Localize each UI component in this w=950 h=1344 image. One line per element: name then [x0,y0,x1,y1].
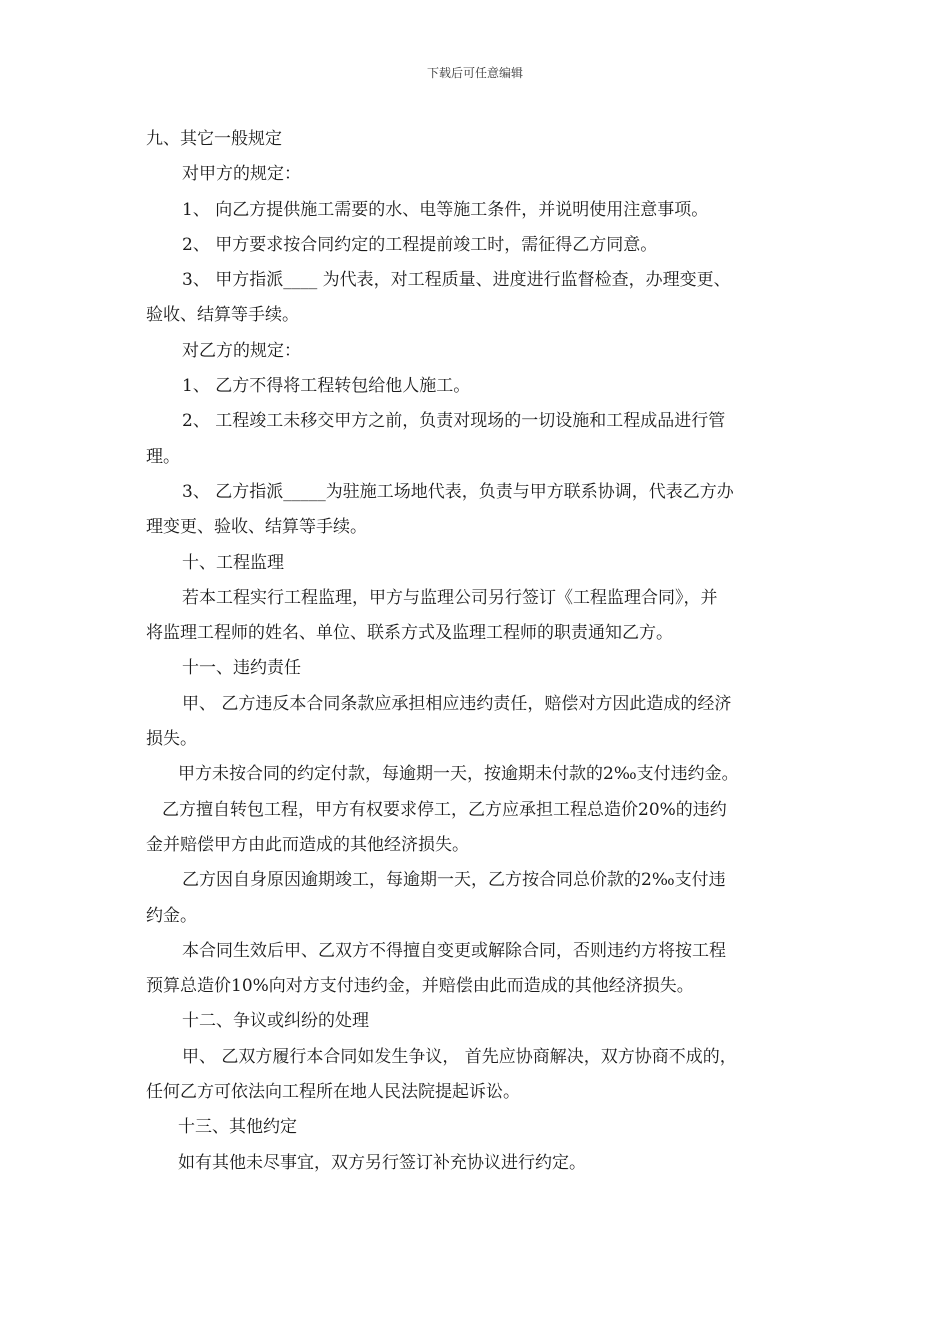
clause-line: 约金。 [146,905,197,926]
clause-line: 甲方未按合同的约定付款，每逾期一天，按逾期未付款的2‰支付违约金。 [178,764,739,785]
subheading-party-a: 对甲方的规定： [182,164,301,185]
clause-line: 1、 乙方不得将工程转包给他人施工。 [182,376,471,397]
page-header: 下载后可任意编辑 [426,66,523,80]
clause-line: 损失。 [146,729,197,750]
clause-line: 预算总造价10%向对方支付违约金，并赔偿由此而造成的其他经济损失。 [146,976,694,997]
clause-line: 3、 乙方指派_____为驻施工场地代表，负责与甲方联系协调，代表乙方办 [182,481,734,502]
document-body [146,122,808,1181]
section-heading-12: 十二、争议或纠纷的处理 [182,1011,369,1032]
clause-line: 验收、结算等手续。 [146,305,299,326]
clause-line: 2、 工程竣工未移交甲方之前，负责对现场的一切设施和工程成品进行管 [182,411,726,432]
section-heading-11: 十一、违约责任 [182,658,301,679]
subheading-party-b: 对乙方的规定： [182,340,301,361]
section-heading-9: 九、其它一般规定 [146,129,282,149]
clause-line: 任何乙方可依法向工程所在地人民法院提起诉讼。 [146,1082,520,1103]
clause-line: 3、 甲方指派____ 为代表，对工程质量、进度进行监督检查，办理变更、 [182,270,731,291]
clause-line: 乙方因自身原因逾期竣工，每逾期一天，乙方按合同总价款的2‰支付违 [182,870,726,891]
clause-line: 乙方擅自转包工程，甲方有权要求停工，乙方应承担工程总造价20%的违约 [162,799,727,820]
clause-line: 若本工程实行工程监理，甲方与监理公司另行签订《工程监理合同》，并 [182,587,718,608]
clause-line: 将监理工程师的姓名、单位、联系方式及监理工程师的职责通知乙方。 [146,623,673,644]
clause-line: 甲、 乙双方履行本合同如发生争议， 首先应协商解决，双方协商不成的， [182,1046,737,1067]
clause-line: 甲、 乙方违反本合同条款应承担相应违约责任，赔偿对方因此造成的经济 [182,693,732,714]
section-heading-10: 十、工程监理 [182,552,284,573]
clause-line: 金并赔偿甲方由此而造成的其他经济损失。 [146,834,469,855]
clause-line: 如有其他未尽事宜，双方另行签订补充协议进行约定。 [178,1152,586,1173]
clause-line: 2、 甲方要求按合同约定的工程提前竣工时，需征得乙方同意。 [182,234,658,255]
section-heading-13: 十三、其他约定 [178,1117,297,1138]
clause-line: 理变更、验收、结算等手续。 [146,517,367,538]
clause-line: 理。 [146,446,180,467]
clause-line: 本合同生效后甲、乙双方不得擅自变更或解除合同，否则违约方将按工程 [182,940,726,961]
clause-line: 1、 向乙方提供施工需要的水、电等施工条件，并说明使用注意事项。 [182,199,709,220]
